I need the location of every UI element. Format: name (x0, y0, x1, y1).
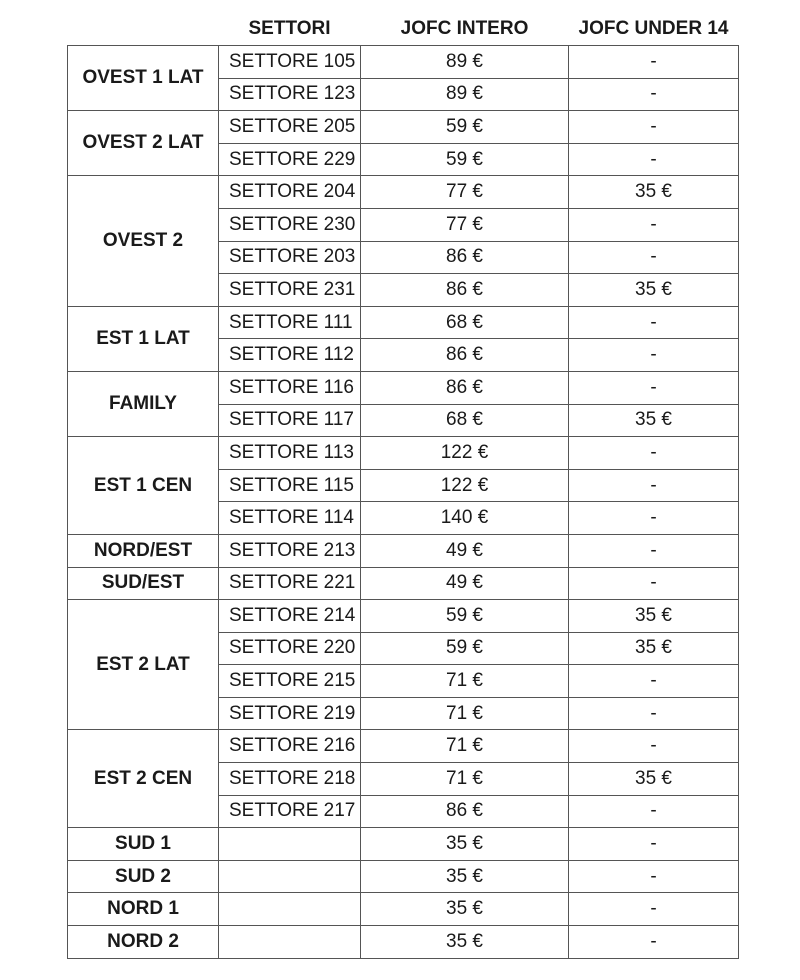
table-header (68, 12, 739, 46)
intero-price-cell: 59 € (361, 143, 569, 176)
under14-price-cell: - (569, 795, 739, 828)
zone-cell: EST 1 CEN (68, 437, 219, 535)
intero-price-cell: 86 € (361, 339, 569, 372)
under14-price-cell: 35 € (569, 600, 739, 633)
table-row (68, 437, 739, 470)
zone-cell: EST 1 LAT (68, 306, 219, 371)
under14-price-cell: 35 € (569, 404, 739, 437)
intero-price-cell: 122 € (361, 469, 569, 502)
intero-price-cell: 86 € (361, 795, 569, 828)
under14-price-cell: - (569, 534, 739, 567)
sector-cell (219, 860, 361, 893)
intero-price-cell: 71 € (361, 730, 569, 763)
under14-price-cell: - (569, 730, 739, 763)
header-jofc-under14: JOFC UNDER 14 (578, 17, 729, 39)
table-row (68, 306, 739, 339)
under14-price-cell: - (569, 78, 739, 111)
intero-price-cell: 59 € (361, 632, 569, 665)
header-sectors: SETTORI (248, 17, 331, 39)
table-row (68, 567, 739, 600)
intero-price-cell: 68 € (361, 306, 569, 339)
table-row (68, 730, 739, 763)
table-row (68, 860, 739, 893)
sector-cell: SETTORE 117 (219, 404, 361, 437)
under14-price-cell: - (569, 567, 739, 600)
sector-cell: SETTORE 112 (219, 339, 361, 372)
sector-cell: SETTORE 204 (219, 176, 361, 209)
under14-price-cell: 35 € (569, 176, 739, 209)
under14-price-cell: - (569, 893, 739, 926)
intero-price-cell: 35 € (361, 926, 569, 959)
sector-cell: SETTORE 231 (219, 274, 361, 307)
intero-price-cell: 86 € (361, 274, 569, 307)
intero-price-cell: 89 € (361, 46, 569, 79)
intero-price-cell: 71 € (361, 697, 569, 730)
sector-cell: SETTORE 113 (219, 437, 361, 470)
header-zone (68, 12, 219, 46)
sector-cell: SETTORE 215 (219, 665, 361, 698)
sector-cell: SETTORE 230 (219, 208, 361, 241)
intero-price-cell: 77 € (361, 176, 569, 209)
zone-cell: NORD/EST (68, 534, 219, 567)
intero-price-cell: 140 € (361, 502, 569, 535)
sector-cell (219, 926, 361, 959)
under14-price-cell: - (569, 665, 739, 698)
table-row (68, 371, 739, 404)
table-row (68, 111, 739, 144)
under14-price-cell: - (569, 860, 739, 893)
under14-price-cell: - (569, 339, 739, 372)
intero-price-cell: 71 € (361, 763, 569, 796)
under14-price-cell: - (569, 306, 739, 339)
zone-cell: EST 2 CEN (68, 730, 219, 828)
table-body (68, 46, 739, 959)
header-jofc-intero: JOFC INTERO (400, 17, 529, 39)
sector-cell: SETTORE 218 (219, 763, 361, 796)
zone-cell: OVEST 2 (68, 176, 219, 306)
intero-price-cell: 49 € (361, 567, 569, 600)
under14-price-cell: - (569, 46, 739, 79)
sector-cell: SETTORE 114 (219, 502, 361, 535)
sector-cell: SETTORE 105 (219, 46, 361, 79)
intero-price-cell: 35 € (361, 893, 569, 926)
intero-price-cell: 86 € (361, 371, 569, 404)
intero-price-cell: 59 € (361, 111, 569, 144)
under14-price-cell: - (569, 469, 739, 502)
table-row (68, 893, 739, 926)
under14-price-cell: 35 € (569, 632, 739, 665)
sector-cell: SETTORE 219 (219, 697, 361, 730)
intero-price-cell: 68 € (361, 404, 569, 437)
under14-price-cell: 35 € (569, 763, 739, 796)
intero-price-cell: 35 € (361, 828, 569, 861)
under14-price-cell: - (569, 111, 739, 144)
table-row (68, 534, 739, 567)
under14-price-cell: - (569, 208, 739, 241)
intero-price-cell: 77 € (361, 208, 569, 241)
header-row (68, 12, 739, 46)
under14-price-cell: - (569, 241, 739, 274)
zone-cell: SUD 2 (68, 860, 219, 893)
zone-cell: FAMILY (68, 371, 219, 436)
sector-cell: SETTORE 229 (219, 143, 361, 176)
sector-cell (219, 893, 361, 926)
table-row (68, 176, 739, 209)
sector-cell: SETTORE 213 (219, 534, 361, 567)
zone-cell: OVEST 2 LAT (68, 111, 219, 176)
intero-price-cell: 35 € (361, 860, 569, 893)
table-row (68, 46, 739, 79)
under14-price-cell: - (569, 502, 739, 535)
under14-price-cell: - (569, 371, 739, 404)
under14-price-cell: - (569, 437, 739, 470)
sector-cell: SETTORE 111 (219, 306, 361, 339)
zone-cell: SUD 1 (68, 828, 219, 861)
under14-price-cell: - (569, 828, 739, 861)
under14-price-cell: - (569, 926, 739, 959)
sector-cell: SETTORE 216 (219, 730, 361, 763)
sector-cell: SETTORE 116 (219, 371, 361, 404)
intero-price-cell: 86 € (361, 241, 569, 274)
intero-price-cell: 122 € (361, 437, 569, 470)
under14-price-cell: - (569, 143, 739, 176)
under14-price-cell: 35 € (569, 274, 739, 307)
sector-cell: SETTORE 221 (219, 567, 361, 600)
sector-cell: SETTORE 214 (219, 600, 361, 633)
intero-price-cell: 49 € (361, 534, 569, 567)
sector-cell: SETTORE 123 (219, 78, 361, 111)
sector-cell: SETTORE 203 (219, 241, 361, 274)
sector-cell: SETTORE 205 (219, 111, 361, 144)
sector-cell (219, 828, 361, 861)
zone-cell: EST 2 LAT (68, 600, 219, 730)
zone-cell: NORD 1 (68, 893, 219, 926)
intero-price-cell: 71 € (361, 665, 569, 698)
table-row (68, 926, 739, 959)
price-table-container (67, 12, 738, 959)
sector-cell: SETTORE 217 (219, 795, 361, 828)
zone-cell: SUD/EST (68, 567, 219, 600)
zone-cell: OVEST 1 LAT (68, 46, 219, 111)
sector-cell: SETTORE 220 (219, 632, 361, 665)
intero-price-cell: 59 € (361, 600, 569, 633)
sector-cell: SETTORE 115 (219, 469, 361, 502)
zone-cell: NORD 2 (68, 926, 219, 959)
intero-price-cell: 89 € (361, 78, 569, 111)
table-row (68, 600, 739, 633)
price-table (67, 12, 739, 959)
under14-price-cell: - (569, 697, 739, 730)
table-row (68, 828, 739, 861)
